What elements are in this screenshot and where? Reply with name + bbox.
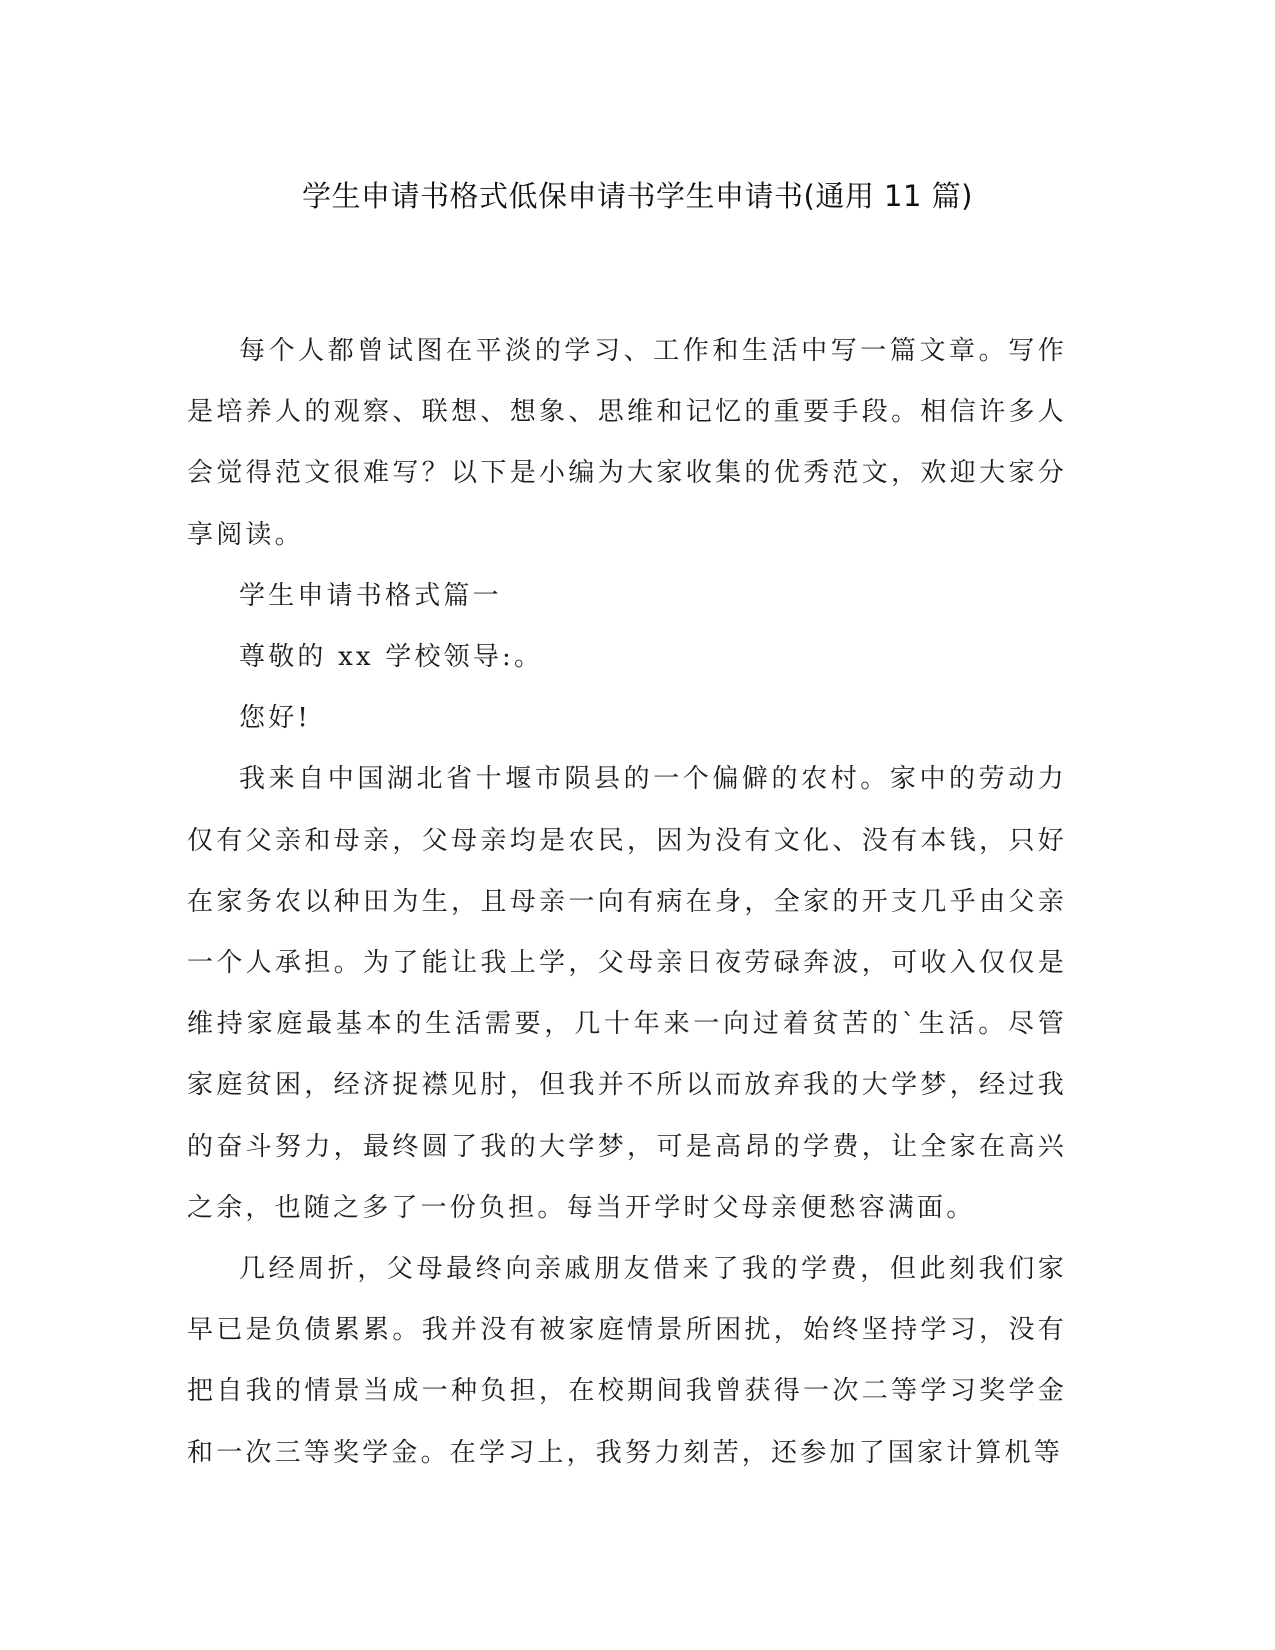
salutation: 尊敬的 xx 学校领导:。 <box>239 642 544 673</box>
greeting: 您好! <box>239 703 312 734</box>
intro-paragraph: 每个人都曾试图在平淡的学习、工作和生活中写一篇文章。写作是培养人的观察、联想、想象、思维和记忆的重要手段。相信许多人会觉得范文很难写？以下是小编为大家收集的优秀范文，欢迎大家分享阅读。 <box>187 336 1067 550</box>
document-title: 学生申请书格式低保申请书学生申请书(通用 11 篇) <box>302 179 973 213</box>
body-paragraph: 几经周折，父母最终向亲戚朋友借来了我的学费，但此刻我们家早已是负债累累。我并没有被家庭情景所困扰，始终坚持学习，没有把自我的情景当成一种负担，在校期间我曾获得一次二等学习奖学金和一次三等奖学金。在学习上，我努力刻苦，还参加了国家计算机等 <box>187 1254 1067 1468</box>
document-body <box>187 321 1067 1484</box>
section-heading: 学生申请书格式篇一 <box>239 580 502 611</box>
body-paragraph: 我来自中国湖北省十堰市陨县的一个偏僻的农村。家中的劳动力仅有父亲和母亲，父母亲均是农民，因为没有文化、没有本钱，只好在家务农以种田为生，且母亲一向有病在身，全家的开支几乎由父亲一个人承担。为了能让我上学，父母亲日夜劳碌奔波，可收入仅仅是维持家庭最基本的生活需要，几十年来一向过着贫苦的`生活。尽管家庭贫困，经济捉襟见肘，但我并不所以而放弃我的大学梦，经过我的奋斗努力，最终圆了我的大学梦，可是高昂的学费，让全家在高兴之余，也随之多了一份负担。每当开学时父母亲便愁容满面。 <box>187 764 1067 1223</box>
